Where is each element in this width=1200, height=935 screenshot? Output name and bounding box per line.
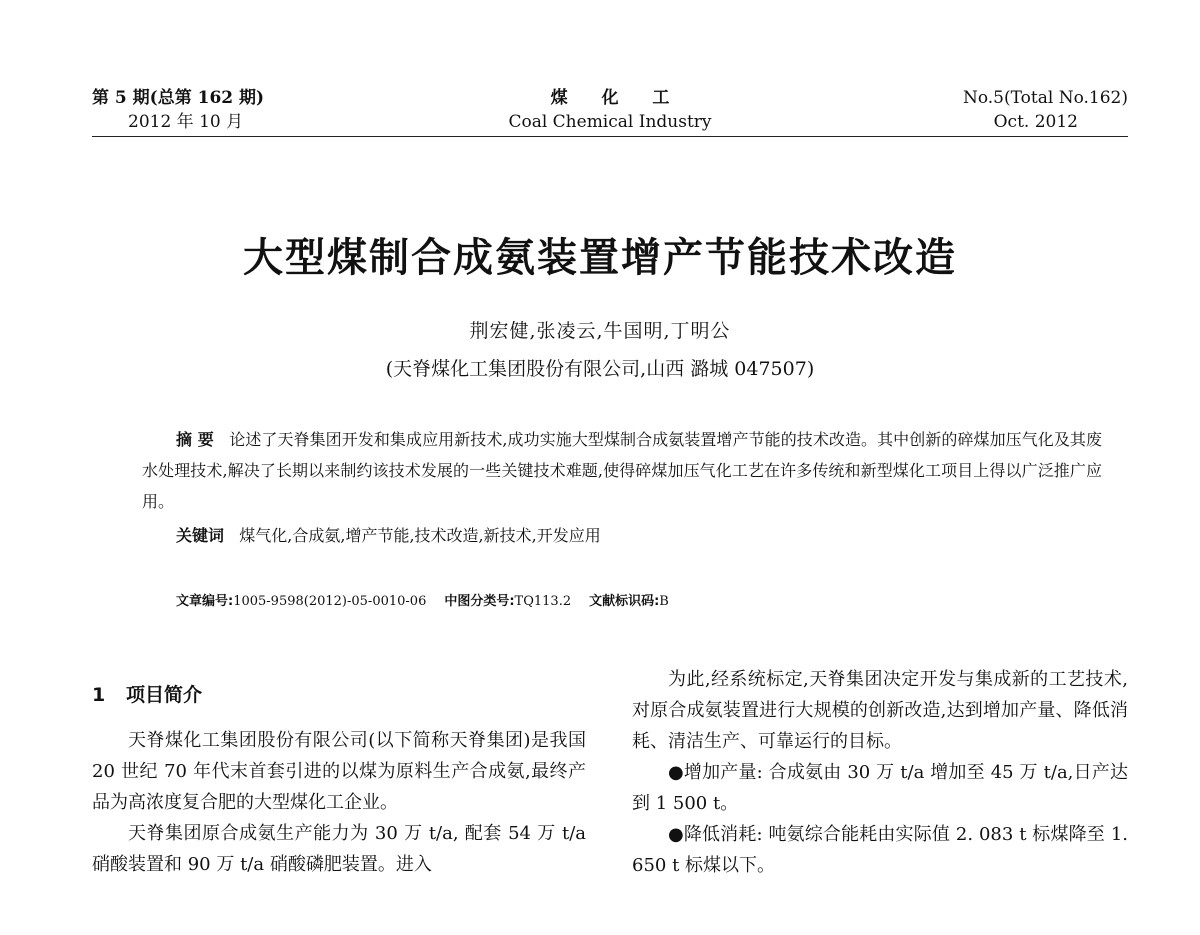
section-number: 1 xyxy=(92,684,106,706)
paragraph: 为此,经系统标定,天脊集团决定开发与集成新的工艺技术, 对原合成氨装置进行大规模的创新改造,达到增加产量、降低消耗、清洁生产、可靠运行的目标。 xyxy=(632,669,1128,752)
paragraph: 天脊集团原合成氨生产能力为 30 万 t/a, 配套 54 万 t/a 硝酸装置和 90 万 t/a 硝酸磷肥装置。进入 xyxy=(92,823,586,875)
journal-name-cn: 煤 化 工 xyxy=(550,88,684,108)
running-header xyxy=(92,86,1128,137)
keywords-label: 关键词 xyxy=(176,526,225,545)
bullet-item: ●降低消耗: 吨氨综合能耗由实际值 2. 083 t 标煤降至 1. 650 t 标煤以下。 xyxy=(632,824,1128,876)
article-meta xyxy=(176,590,669,609)
keywords xyxy=(176,520,601,551)
paper-title: 大型煤制合成氨装置增产节能技术改造 xyxy=(243,235,957,281)
section-title: 项目简介 xyxy=(126,684,203,706)
abstract xyxy=(142,424,1102,517)
abstract-label: 摘 要 xyxy=(176,430,214,449)
journal-name-en: Coal Chemical Industry xyxy=(508,112,712,132)
paragraph: 天脊煤化工集团股份有限公司(以下简称天脊集团)是我国 20 世纪 70 年代末首套引进的以煤为原料生产合成氨,最终产品为高浓度复合肥的大型煤化工企业。 xyxy=(92,730,586,813)
clc-label: 中图分类号: xyxy=(444,594,515,609)
authors: 荆宏健,张凌云,牛国明,丁明公 xyxy=(469,320,731,342)
affiliation: (天脊煤化工集团股份有限公司,山西 潞城 047507) xyxy=(385,358,815,380)
header-issue-cn: 第 5 期(总第 162 期) xyxy=(92,88,265,108)
abstract-text: 论述了天脊集团开发和集成应用新技术,成功实施大型煤制合成氨装置增产节能的技术改造。其中创新的碎煤加压气化及其废水处理技术,解决了长期以来制约该技术发展的一些关键技术难题,使得碎煤加压气化工艺在许多传统和新型煤化工项目上得以广泛推广应用。 xyxy=(142,430,1102,511)
header-issue-en: No.5(Total No.162) xyxy=(962,88,1128,108)
abstract-paragraph xyxy=(142,424,1102,517)
doc-code: B xyxy=(659,594,669,609)
header-date-cn: 2012 年 10 月 xyxy=(128,112,244,132)
article-no-label: 文章编号: xyxy=(176,594,234,609)
header-right xyxy=(963,86,1128,134)
bullet-item: ●增加产量: 合成氨由 30 万 t/a 增加至 45 万 t/a,日产达到 1 500 t。 xyxy=(632,762,1128,814)
keywords-text: 煤气化,合成氨,增产节能,技术改造,新技术,开发应用 xyxy=(239,526,601,545)
article-no: 1005-9598(2012)-05-0010-06 xyxy=(233,594,427,609)
doc-code-label: 文献标识码: xyxy=(589,594,660,609)
right-column xyxy=(632,664,1128,881)
header-date-en: Oct. 2012 xyxy=(993,112,1078,132)
left-column xyxy=(92,680,586,880)
clc-code: TQ113.2 xyxy=(514,594,572,609)
section-heading xyxy=(92,680,586,711)
